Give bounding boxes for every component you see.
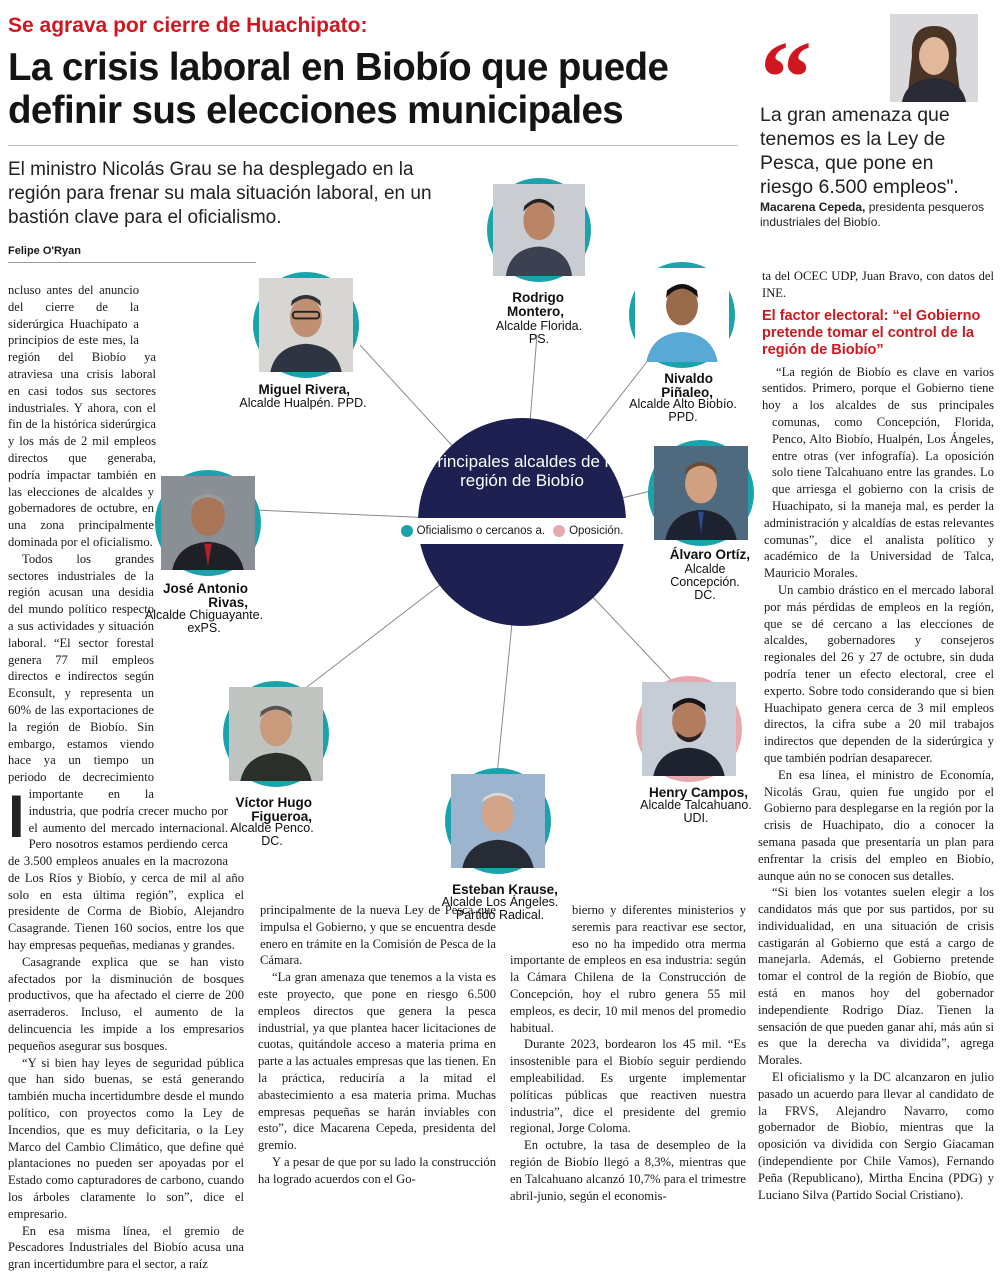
paragraph: En octubre, la tasa de desempleo de la región de Biobío llegó a 8,3%, mientras que en Talcahuano alcanzó 10,7% para el trimestre abril-junio, según el economis- xyxy=(510,1138,746,1203)
person-avatar-icon xyxy=(451,774,545,868)
opposition-dot-icon xyxy=(553,525,565,537)
paragraph: ta del OCEC UDP, Juan Bravo, con datos del INE. xyxy=(762,269,994,300)
mayor-name: Nivaldo Piñaleo, xyxy=(661,371,713,400)
mayor-name: Rodrigo Montero, xyxy=(507,290,564,319)
mayor-name: Víctor Hugo Figueroa, xyxy=(235,795,312,824)
quote-author-name: Macarena Cepeda, xyxy=(760,200,866,214)
article-column-4 xyxy=(758,268,994,1202)
person-avatar-icon xyxy=(493,184,585,276)
person-avatar-icon xyxy=(890,14,978,102)
paragraph: “Y si bien hay leyes de seguridad pública que han sido buenas, se está generando también mucha incertidumbre desde el mundo político, con proyectos como la Ley de Incendios, que es muy deficitaria, o la Ley Marco del Cambio Climático, que define qué plantaciones no pueden ser apoyadas por el Estado como capturadores de carbono, cuando los árboles claramente lo son”, dice el empresario. xyxy=(8,1055,244,1221)
legend-officialism xyxy=(401,525,545,537)
infographic-legend xyxy=(385,518,639,544)
headline: La crisis laboral en Biobío que puede definir sus elecciones municipales xyxy=(8,46,669,132)
paragraph: El oficialismo y la DC alcanzaron en julio pasado un acuerdo para llevar al candidato de la FRVS, Alejandro Navarro, como gobernador de Biobío, mientras que la oposición va dividida con Sergio Giacaman (independiente por Chile Vamos), Fernando Peña (Republicano), Mirtha Encina (PDG) y Luciano Silva (Partido Social Cristiano). xyxy=(758,1070,994,1202)
article-column-1 xyxy=(8,282,244,1272)
paragraph: principalmente de la nueva Ley de Pesca que impulsa el Gobierno, y que se encuentra desde enero en trámite en la Comisión de Pesca de la Cámara. xyxy=(260,903,496,968)
legend-officialism-label: Oficialismo o cercanos a. xyxy=(416,525,546,538)
paragraph: ncluso antes del anuncio del cierre de la siderúrgica Huachipato a principios de este mes, la región del Biobío ya atraviesa una crisis laboral en casi todos sus sectores industriales. Y ahora, con el fin de la histórica siderúrgica y los más de 2 mil empleos directos que generaba, podría impactar también en las elecciones de alcaldes y gobernadores de octubre, en una zona principalmente dominada por el oficialismo. xyxy=(8,283,156,549)
divider xyxy=(8,145,738,146)
paragraph: “La gran amenaza que tenemos a la vista es este proyecto, que pone en riesgo 6.500 empleos directos que genera la pesca industrial, ya que plantea hacer licitaciones de cuotas, quitándole acceso a materia prima en parte a las actuales empresas que las tienen. En la práctica, reduciría a la mitad el abastecimiento a esa materia prima. Muchas empresas pequeñas se harán inviables con esto”, dice Macarena Cepeda, presidenta del gremio. xyxy=(258,970,496,1153)
infographic-title: Principales alcaldes de la región de Biobío xyxy=(426,452,618,490)
quote-mark-icon: “ xyxy=(760,20,812,135)
byline-divider xyxy=(8,262,256,263)
mayor-role: Alcalde Concepción. DC. xyxy=(670,562,740,602)
quote-author-photo xyxy=(890,14,978,102)
paragraph: En esa misma línea, el gremio de Pescadores Industriales del Biobío acusa una gran incertidumbre para el sector, a raíz xyxy=(8,1223,244,1272)
mayor-role: Alcalde Talcahuano. UDI. xyxy=(640,798,752,825)
mayor-photo xyxy=(629,262,735,368)
paragraph: Todos los grandes sectores industriales de la región acusan una desidia del mundo político respecto a sus actividades y situación laboral. “El sector forestal genera 77 mil empleos directos e indirectos según Econsult, y representa un 60% de las exportaciones de la región de Biobío. Sin embargo, estamos viendo hace ya un tiempo un periodo de decrecimiento importante en la industria, que podría crecer mucho por el aumento del mercado internacional. Pero nosotros estamos perdiendo cerca de 3.500 empleos anuales en la macrozona de Los Ríos y Biobío, y cerca de mil al año solo en esta última región”, explica el presidente de Corma de Biobío, Alejandro Casagrande. Tienen 160 socios, entre los que hay empresas pequeñas, medianas y grandes. xyxy=(8,551,244,953)
paragraph: Casagrande explica que se han visto afectados por la disminución de bosques productivos, que ha afectado el cierre de 200 aserraderos. Incluso, el aumento de la delincuencia les impide a los empresarios pequeños asegurar sus bosques. xyxy=(8,954,244,1053)
person-avatar-icon xyxy=(229,687,323,781)
mayor-photo xyxy=(155,470,261,576)
mayor-name: Miguel Rivera, xyxy=(258,382,350,397)
quote-author-role: presidenta pesqueros industriales del Biobío. xyxy=(760,200,985,229)
person-avatar-icon xyxy=(642,682,736,776)
mayor-role: Alcalde Hualpén. PPD. xyxy=(239,396,367,410)
drop-cap: I xyxy=(8,783,25,850)
paragraph: bierno y diferentes ministerios y seremis para reactivar ese sector, eso no ha impedido otra merma importante de empleos en esa industria: según la Cámara Chilena de la Construcción de Concepción, hoy el rubro genera 55 mil empleos, es decir, 10 mil menos del promedio habitual. xyxy=(510,903,746,1035)
person-avatar-icon xyxy=(259,278,353,372)
officialism-dot-icon xyxy=(401,525,413,537)
mayor-photo xyxy=(648,440,754,546)
article-column-2 xyxy=(258,902,496,1192)
mayor-photo xyxy=(445,768,551,874)
paragraph: “La región de Biobío es clave en varios sentidos. Primero, porque el Gobierno tiene hoy a los alcaldes de sus principales comunas, como Concepción, Florida, Penco, Alto Biobío, Hualpén, Los Ángeles, entre otras (ver infografía). La oposición solo tiene Talcahuano entre las grandes. Lo que arriesga el gobierno con la crisis de Huachipato, si la maneja mal, es perder la administración y alcaldías de estas relevantes comunas”, dice el analista político y académico de la Universidad de Talca, Mauricio Morales. xyxy=(762,364,994,581)
mayor-role: Alcalde Los Ángeles. Partido Radical. xyxy=(441,895,559,922)
person-avatar-icon xyxy=(161,476,255,570)
paragraph: En esa línea, el ministro de Economía, Nicolás Grau, quien fue ungido por el Gobierno para desplegarse en la región por la crisis de Huachipato, dio a conocer la semana pasada que presentaría un plan para enfrentar la crisis del empleo en Biobío, aunque aún no se conocen sus detalles. xyxy=(758,767,994,883)
mayor-photo xyxy=(223,681,329,787)
legend-opposition xyxy=(553,525,623,537)
paragraph: Durante 2023, bordearon los 45 mil. “Es insostenible para el Biobío seguir perdiendo empleabilidad. Es urgente implementar políticas públicas que reactiven nuestra industria”, dice el presidente del gremio regional, Jorge Coloma. xyxy=(510,1037,746,1136)
paragraph: “Si bien los votantes suelen elegir a los candidatos más que por sus partidos, por su individualidad, en una situación de crisis castigarán al Gobierno que está a cargo de manejarla. Además, el Gobierno pretende tomar el control de la región de Biobío, que está en manos hoy del gobernador independiente Rodrigo Díaz. Tienen la sensación de que pueden ganar ahí, más aún si es que la derecha va dividida”, agrega Morales. xyxy=(758,885,994,1068)
mayor-role: Alcalde Chiguayante. exPS. xyxy=(144,608,264,635)
article-column-3 xyxy=(510,902,746,1203)
legend-opposition-label: Oposición. xyxy=(569,525,624,538)
mayor-name: José Antonio Rivas, xyxy=(162,581,248,610)
mayor-photo xyxy=(636,676,742,782)
subhead: El ministro Nicolás Grau se ha desplegado en la región para frenar su mala situación laboral, en un bastión clave para el oficialismo. xyxy=(8,159,432,228)
person-avatar-icon xyxy=(654,446,748,540)
paragraph: Y a pesar de que por su lado la construcción ha logrado acuerdos con el Go- xyxy=(258,1154,496,1186)
mayor-name: Esteban Krause, xyxy=(452,882,558,897)
mayor-photo xyxy=(487,178,591,282)
mayor-role: Alcalde Alto Biobío. PPD. xyxy=(629,397,737,424)
quote-text: La gran amenaza que tenemos es la Ley de Pesca, que pone en riesgo 6.500 empleos". xyxy=(760,104,959,198)
section-heading: El factor electoral: “el Gobierno pretende tomar el control de la región de Biobío” xyxy=(762,307,981,358)
mayor-name: Henry Campos, xyxy=(648,785,748,800)
mayor-role: Alcalde Penco. DC. xyxy=(230,821,314,848)
person-avatar-icon xyxy=(635,268,729,362)
mayor-name: Álvaro Ortíz, xyxy=(669,547,750,562)
mayor-photo xyxy=(253,272,359,378)
paragraph: Un cambio drástico en el mercado laboral por más pérdidas de empleos en la región, que se dé cercano a las elecciones de alcaldes, gobernadores y consejeros regionales del 26 y 27 de octubre, sin duda podría tener un efecto electoral, cree el experto. Sobre todo considerando que si bien Huachipato genera cerca de 3 mil empleos directos, la cifra sube a 20 mil trabajos indirectos que dependen de la siderúrgica y que también podrían desaparecer. xyxy=(764,582,994,765)
mayor-role: Alcalde Florida. PS. xyxy=(495,319,583,346)
kicker: Se agrava por cierre de Huachipato: xyxy=(8,14,368,37)
quote-author xyxy=(760,200,990,230)
byline: Felipe O'Ryan xyxy=(8,245,81,257)
